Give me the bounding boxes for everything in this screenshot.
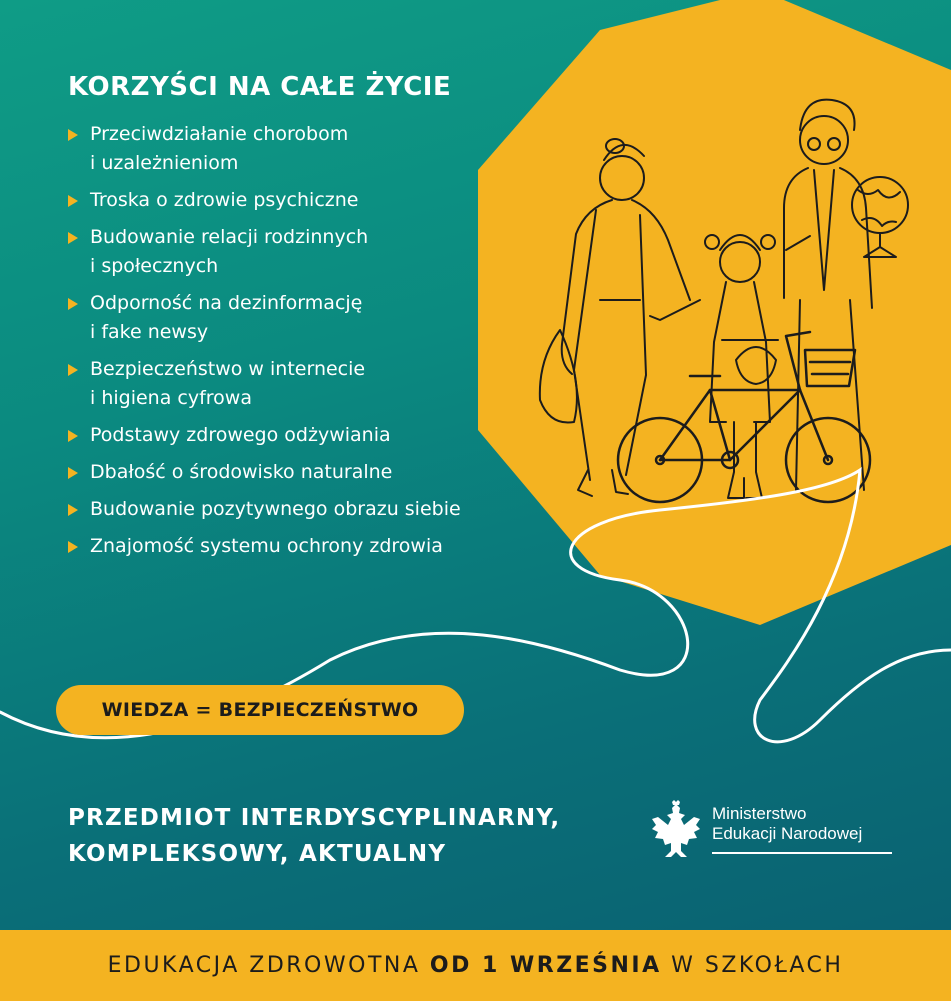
triangle-bullet-icon: [68, 504, 78, 516]
subject-line2: KOMPLEKSOWY, AKTUALNY: [68, 841, 447, 867]
subject-line1: PRZEDMIOT INTERDYSCYPLINARNY,: [68, 805, 561, 831]
footer-banner: [0, 930, 951, 1001]
benefit-text-line2: i higiena cyfrowa: [90, 387, 252, 409]
footer-text-part2: W SZKOŁACH: [661, 953, 844, 978]
triangle-bullet-icon: [68, 232, 78, 244]
list-item: [68, 495, 538, 524]
eagle-emblem-icon: [648, 800, 704, 862]
triangle-bullet-icon: [68, 129, 78, 141]
benefits-heading: KORZYŚCI NA CAŁE ŻYCIE: [68, 72, 452, 102]
list-item: [68, 458, 538, 487]
ministry-name-line1: Ministerstwo: [712, 804, 807, 823]
benefit-text-line2: i fake newsy: [90, 321, 209, 343]
benefit-text-line1: Budowanie pozytywnego obrazu siebie: [90, 498, 461, 520]
list-item: [68, 120, 538, 178]
knowledge-safety-badge: WIEDZA = BEZPIECZEŃSTWO: [56, 685, 464, 735]
footer-text-part1: EDUKACJA ZDROWOTNA: [107, 953, 430, 978]
benefit-text-line2: i społecznych: [90, 255, 219, 277]
triangle-bullet-icon: [68, 541, 78, 553]
triangle-bullet-icon: [68, 195, 78, 207]
triangle-bullet-icon: [68, 467, 78, 479]
benefit-text-line1: Troska o zdrowie psychiczne: [90, 189, 359, 211]
list-item: [68, 223, 538, 281]
benefit-text-line1: Dbałość o środowisko naturalne: [90, 461, 393, 483]
list-item: [68, 186, 538, 215]
ministry-underline: [712, 852, 892, 854]
ministry-name-line2: Edukacji Narodowej: [712, 824, 863, 843]
benefit-text-line2: i uzależnieniom: [90, 152, 239, 174]
benefit-text-line1: Znajomość systemu ochrony zdrowia: [90, 535, 443, 557]
list-item: [68, 355, 538, 413]
benefit-text-line1: Podstawy zdrowego odżywiania: [90, 424, 391, 446]
list-item: [68, 421, 538, 450]
benefit-text-line1: Przeciwdziałanie chorobom: [90, 123, 349, 145]
footer-text-bold: OD 1 WRZEŚNIA: [429, 953, 662, 978]
ministry-logo: [648, 800, 892, 862]
triangle-bullet-icon: [68, 298, 78, 310]
subject-description: [68, 800, 560, 872]
benefit-text-line1: Odporność na dezinformację: [90, 292, 363, 314]
triangle-bullet-icon: [68, 364, 78, 376]
benefit-text-line1: Budowanie relacji rodzinnych: [90, 226, 369, 248]
list-item: [68, 532, 538, 561]
benefits-list: [68, 120, 538, 569]
benefit-text-line1: Bezpieczeństwo w internecie: [90, 358, 366, 380]
list-item: [68, 289, 538, 347]
triangle-bullet-icon: [68, 430, 78, 442]
